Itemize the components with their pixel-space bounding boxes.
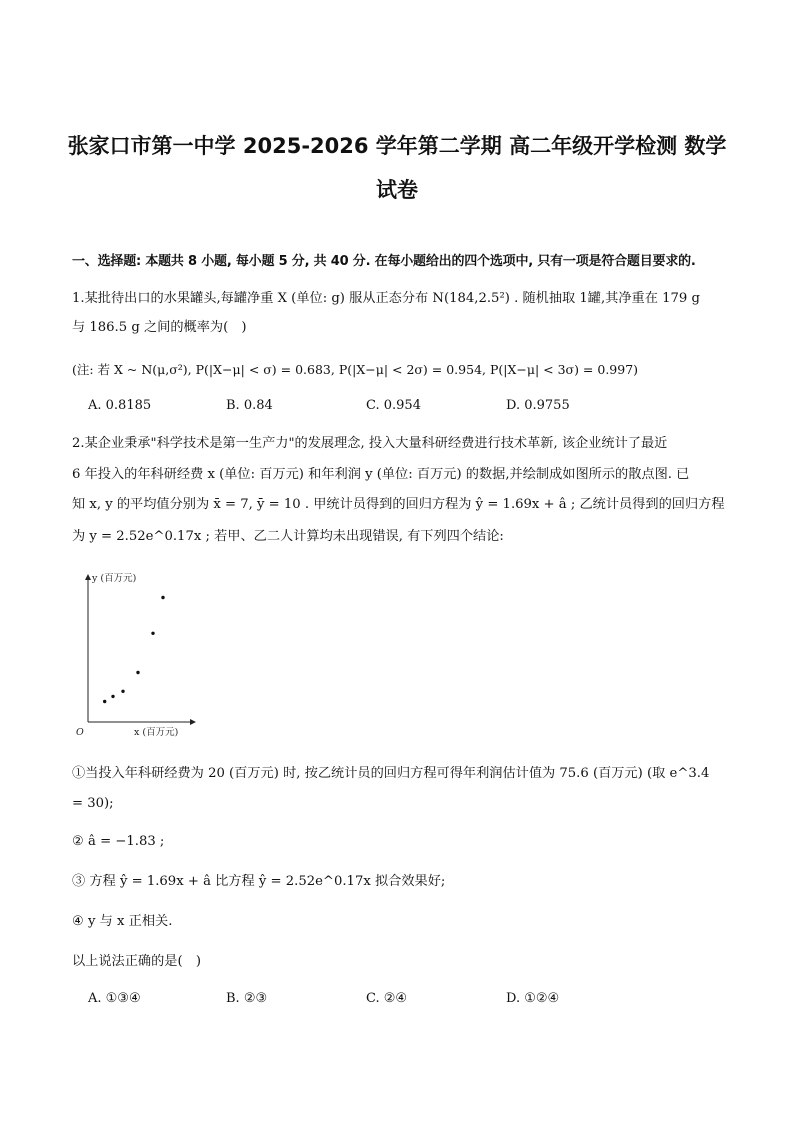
q1-option-c[interactable]: C. 0.954 — [366, 398, 421, 413]
origin-label: O — [76, 727, 84, 738]
scatter-plot — [70, 565, 200, 745]
q1-option-a[interactable]: A. 0.8185 — [88, 398, 152, 413]
q2-option-b[interactable]: B. ②③ — [226, 991, 268, 1006]
q1-option-b[interactable]: B. 0.84 — [226, 398, 273, 413]
q2-stem-line4: 为 y = 2.52e^0.17x ; 若甲、乙二人计算均未出现错误, 有下列四个结论: — [72, 529, 504, 544]
q2-stem-line1: 2.某企业秉承"科学技术是第一生产力"的发展理念, 投入大量科研经费进行技术革新, 该企业统计了最近 — [72, 436, 668, 451]
section-heading: 一、选择题: 本题共 8 小题, 每小题 5 分, 共 40 分. 在每小题给出的四个选项中, 只有一项是符合题目要求的. — [72, 254, 696, 269]
data-points — [103, 596, 165, 703]
q2-stem-line2: 6 年投入的年科研经费 x (单位: 百万元) 和年利润 y (单位: 百万元) 的数据,并绘制成如图所示的散点图. 已 — [72, 467, 690, 482]
q1-option-d[interactable]: D. 0.9755 — [506, 398, 570, 413]
q1-stem-line2: 与 186.5 g 之间的概率为( ) — [72, 320, 247, 335]
q2-statement-1-line1: ①当投入年科研经费为 20 (百万元) 时, 按乙统计员的回归方程可得年利润估计值为 75.6 (百万元) (取 e^3.4 — [72, 766, 710, 781]
exam-title-line2: 试卷 — [376, 178, 418, 202]
q2-statement-2: ② â = −1.83 ; — [72, 834, 165, 849]
q2-option-a[interactable]: A. ①③④ — [88, 991, 141, 1006]
data-point-3 — [121, 690, 124, 693]
q1-stem-line1: 1.某批待出口的水果罐头,每罐净重 X (单位: g) 服从正态分布 N(184,2.5²) . 随机抽取 1罐,其净重在 179 g — [72, 291, 700, 306]
exam-title — [60, 124, 734, 212]
q2-statement-1-line2: = 30); — [72, 796, 114, 811]
q1-options — [88, 398, 688, 418]
q2-statement-4: ④ y 与 x 正相关. — [72, 914, 173, 929]
data-point-6 — [161, 596, 164, 599]
q2-option-c[interactable]: C. ②④ — [366, 991, 408, 1006]
y-axis-label: y (百万元) — [92, 573, 137, 584]
q2-options — [88, 991, 688, 1011]
q2-option-d[interactable]: D. ①②④ — [506, 991, 560, 1006]
x-axis-label: x (百万元) — [134, 727, 179, 738]
q2-stem-line3: 知 x, y 的平均值分别为 x̄ = 7, ȳ = 10 . 甲统计员得到的回归方程为 ŷ = 1.69x + â ; 乙统计员得到的回归方程 — [72, 497, 725, 512]
exam-title-line1: 张家口市第一中学 2025-2026 学年第二学期 高二年级开学检测 数学 — [67, 134, 727, 158]
data-point-2 — [111, 695, 114, 698]
q1-note: (注: 若 X ~ N(μ,σ²), P(|X−μ| < σ) = 0.683, P(|X−μ| < 2σ) = 0.954, P(|X−μ| < 3σ) = 0.997) — [72, 362, 639, 377]
data-point-5 — [151, 632, 154, 635]
data-point-4 — [136, 671, 139, 674]
data-point-1 — [103, 700, 106, 703]
q2-statement-3: ③ 方程 ŷ = 1.69x + â 比方程 ŷ = 2.52e^0.17x 拟合效果好; — [72, 874, 446, 889]
q2-ask: 以上说法正确的是( ) — [72, 954, 201, 969]
